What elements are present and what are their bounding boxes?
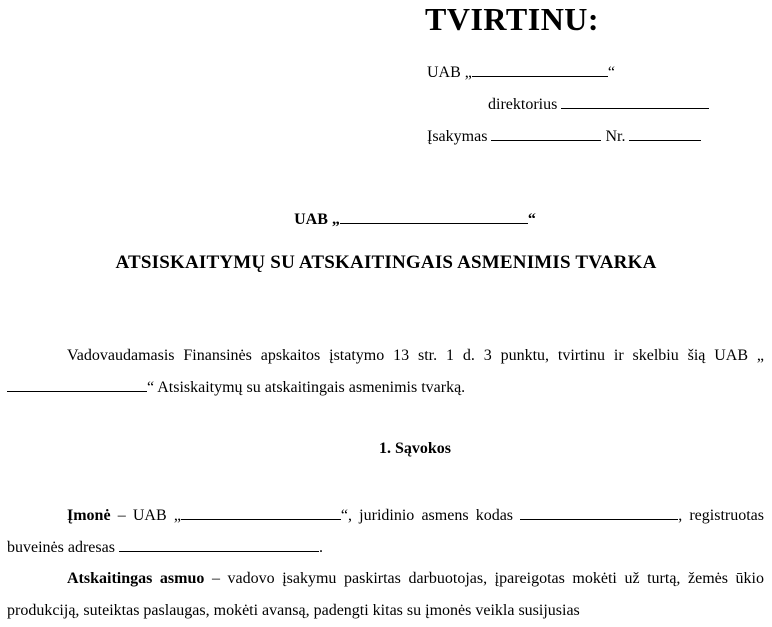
definition-term: Įmonė <box>67 507 111 524</box>
order-nr-label: Nr. <box>605 128 626 145</box>
definition-text: . <box>318 539 323 556</box>
document-title: ATSISKAITYMŲ SU ATSKAITINGAIS ASMENIMIS TVARKA <box>115 252 657 273</box>
approval-director-line <box>488 94 709 114</box>
section-heading: 1. Sąvokos <box>378 440 452 457</box>
definition-text: , registruotas buveinės adresas <box>7 507 764 556</box>
intro-paragraph <box>7 340 764 404</box>
definition-text: – vadovo įsakymu paskirtas darbuotojas, įpareigotas mokėti už turtą, žemės ūkio produkciją, suteiktas paslaugas, mokėti avansą, padengti kitas su įmonės veikla susijusias <box>7 570 764 619</box>
director-name-blank <box>561 94 709 109</box>
definition-accountable-person <box>7 563 764 627</box>
order-number-blank <box>629 126 701 141</box>
approval-title: TVIRTINU: <box>425 1 600 37</box>
document-company-line <box>0 209 772 229</box>
approval-company-suffix: “ <box>607 64 615 81</box>
order-date-blank <box>491 126 601 141</box>
approval-order-line <box>427 126 701 146</box>
intro-text-part2: “ Atsiskaitymų su atskaitingais asmenimis tvarką. <box>147 379 466 396</box>
definition-text: – UAB „ <box>110 507 181 524</box>
company-name-blank <box>472 62 608 77</box>
approval-company-prefix: UAB „ <box>427 64 472 81</box>
director-label: direktorius <box>488 96 558 113</box>
definition-term: Atskaitingas asmuo <box>67 570 205 587</box>
definition-company <box>7 500 764 564</box>
intro-text-part1: Vadovaudamasis Finansinės apskaitos įstatymo 13 str. 1 d. 3 punktu, tvirtinu ir skelbiu šią UAB „ <box>67 347 764 364</box>
intro-company-blank <box>7 377 147 392</box>
company-name-blank <box>181 505 341 520</box>
definition-text: “, juridinio asmens kodas <box>340 507 521 524</box>
order-label: Įsakymas <box>427 128 488 145</box>
document-company-blank <box>340 209 528 224</box>
company-suffix: “ <box>527 211 536 228</box>
company-code-blank <box>520 505 678 520</box>
company-prefix: UAB „ <box>294 211 340 228</box>
approval-company-line <box>427 62 615 82</box>
company-address-blank <box>119 537 319 552</box>
